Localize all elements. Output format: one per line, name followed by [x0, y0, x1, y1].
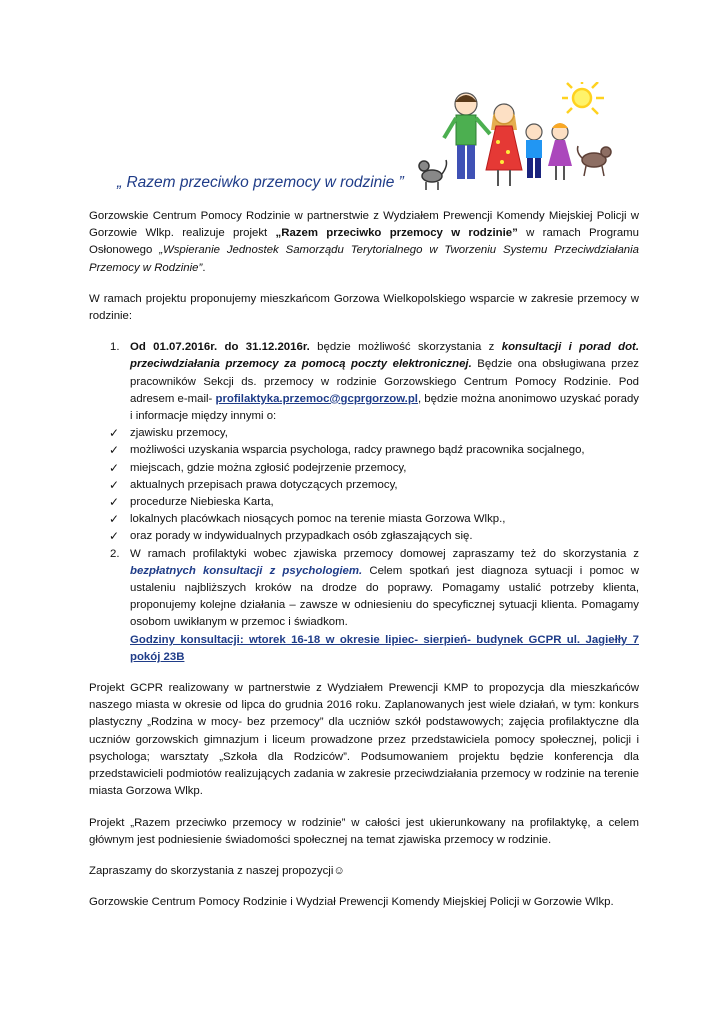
- checkmark-icon: ✓: [109, 512, 120, 527]
- document-body: [89, 208, 639, 911]
- item1-dates: Od 01.07.2016r. do 31.12.2016r.: [130, 341, 310, 354]
- checkmark-icon: ✓: [109, 443, 120, 458]
- intro-text-end: .: [202, 261, 206, 274]
- item1-text-2: Będzie ona obsługiwana przez pracowników Sekcji ds. przemocy w rodzinie Gorzowskiego Centrum Pomocy Rodzinie. Pod adresem e-mail-: [130, 358, 639, 405]
- checkmark-icon: ✓: [109, 460, 120, 475]
- mother-figure: [486, 104, 522, 186]
- item2-text-2: Celem spotkań jest diagnoza sytuacji i pomoc w ustaleniu najbliższych kroków na drodze do poprawy. Pomagamy ustalić potrzeby klienta, proponujemy kolejne działania – zawsze w odniesieniu do specyficznej sytuacji klienta. Pomagamy osobom uwikłanym w przemoc i świadkom.: [130, 564, 640, 629]
- item2-text-1: W ramach profilaktyki wobec zjawiska przemocy domowej zapraszamy też do skorzystania z: [130, 547, 639, 560]
- checklist-text: aktualnych przepisach prawa dotyczących przemocy,: [130, 478, 398, 491]
- page-title: „ Razem przeciwko przemocy w rodzinie ”: [117, 174, 404, 191]
- checklist-text: możliwości uzyskania wsparcia psychologa, radcy prawnego bądź pracownika socjalnego,: [130, 444, 585, 457]
- item2-psychologist-emphasis: bezpłatnych konsultacji z psychologiem.: [130, 564, 363, 577]
- father-figure: [444, 93, 490, 179]
- checklist-text: lokalnych placówkach niosących pomoc na terenie miasta Gorzowa Wlkp.,: [130, 513, 506, 526]
- email-link[interactable]: profilaktyka.przemoc@gcprgorzow.pl: [215, 392, 418, 405]
- sun-icon: [562, 82, 604, 114]
- item1-consultation-emphasis: konsultacji i porad dot. przeciwdziałania przemocy za pomocą poczty elektronicznej.: [130, 341, 640, 371]
- list-item-2: [89, 546, 639, 666]
- invitation-paragraph: Zapraszamy do skorzystania z naszej propozycji☺: [89, 864, 345, 877]
- intro-paragraph: [89, 208, 639, 277]
- checklist: [89, 425, 639, 545]
- checklist-text: procedurze Niebieska Karta,: [130, 496, 274, 509]
- signature-paragraph: Gorzowskie Centrum Pomocy Rodzinie i Wydział Prewencji Komendy Miejskiej Policji w Gorzowie Wlkp.: [89, 896, 614, 909]
- support-paragraph: W ramach projektu proponujemy mieszkańcom Gorzowa Wielkopolskiego wsparcie w zakresie przemocy w rodzinie:: [89, 292, 639, 323]
- item1-text-1: będzie możliwość skorzystania z: [309, 341, 502, 354]
- project-description-paragraph: Projekt GCPR realizowany w partnerstwie z Wydziałem Prewencji KMP to propozycja dla mieszkańców naszego miasta w okresie od lipca do grudnia 2016 roku. Zaplanowanych jest wiele działań, w tym: konkurs plastyczny „Rodzina w mocy- bez przemocy” dla uczniów szkół podstawowych; zajęcia profilaktyczne dla uczniów gorzowskich gimnazjum i liceum prowadzone przez przedstawiciela pomocy społecznej, policji i psychologa; warsztaty „Szkoła dla Rodziców”. Podsumowaniem projektu będzie konferencja dla przedstawicieli podmiotów realizujących zadania w zakresie przeciwdziałania przemocy w rodzinie na terenie miasta Gorzowa Wlkp.: [89, 682, 639, 798]
- checklist-text: zjawisku przemocy,: [130, 427, 228, 440]
- checklist-item: [89, 442, 639, 459]
- project-name-bold: „Razem przeciwko przemocy w rodzinie”: [275, 227, 518, 240]
- list-number-2: 2.: [110, 547, 120, 560]
- checklist-text: oraz porady w indywidualnych przypadkach osób zgłaszających się.: [130, 530, 473, 543]
- intro-text-b: w ramach Programu Osłonowego: [89, 227, 640, 257]
- item1-text-3: , będzie można anonimowo uzyskać porady i informacje między innymi o:: [130, 392, 639, 423]
- boy-figure: [526, 124, 542, 178]
- project-goal-paragraph: Projekt „Razem przeciwko przemocy w rodzinie” w całości jest ukierunkowany na profilaktykę, a celem głównym jest podniesienie świadomości społecznej na temat zjawiska przemocy w rodzinie.: [89, 816, 639, 846]
- checkmark-icon: ✓: [109, 529, 120, 544]
- cat-icon: [419, 160, 447, 190]
- checklist-item: [89, 460, 639, 477]
- list-number-1: 1.: [110, 341, 120, 354]
- program-name-italic: „Wspieranie Jednostek Samorządu Terytorialnego w Tworzeniu Systemu Przeciwdziałania Przemocy w Rodzinie”: [89, 244, 639, 274]
- family-drawing-illustration: [418, 82, 614, 194]
- girl-figure: [548, 123, 572, 180]
- checklist-item: [89, 494, 639, 511]
- list-item-1: [89, 339, 639, 425]
- intro-text-a: Gorzowskie Centrum Pomocy Rodzinie w partnerstwie z Wydziałem Prewencji Komendy Miejskiej Policji w Gorzowie Wlkp. realizuje projekt: [89, 210, 639, 240]
- checkmark-icon: ✓: [109, 495, 120, 510]
- checklist-text: miejscach, gdzie można zgłosić podejrzenie przemocy,: [130, 461, 407, 474]
- checklist-item: [89, 511, 639, 528]
- consultation-hours: Godziny konsultacji: wtorek 16-18 w okresie lipiec- sierpień- budynek GCPR ul. Jagiełły 7 pokój 23B: [130, 633, 639, 663]
- checkmark-icon: ✓: [109, 477, 120, 492]
- checklist-item: [89, 528, 639, 545]
- checklist-item: [89, 425, 639, 442]
- dog-icon: [578, 146, 612, 176]
- checklist-item: [89, 477, 639, 494]
- checkmark-icon: ✓: [109, 426, 120, 441]
